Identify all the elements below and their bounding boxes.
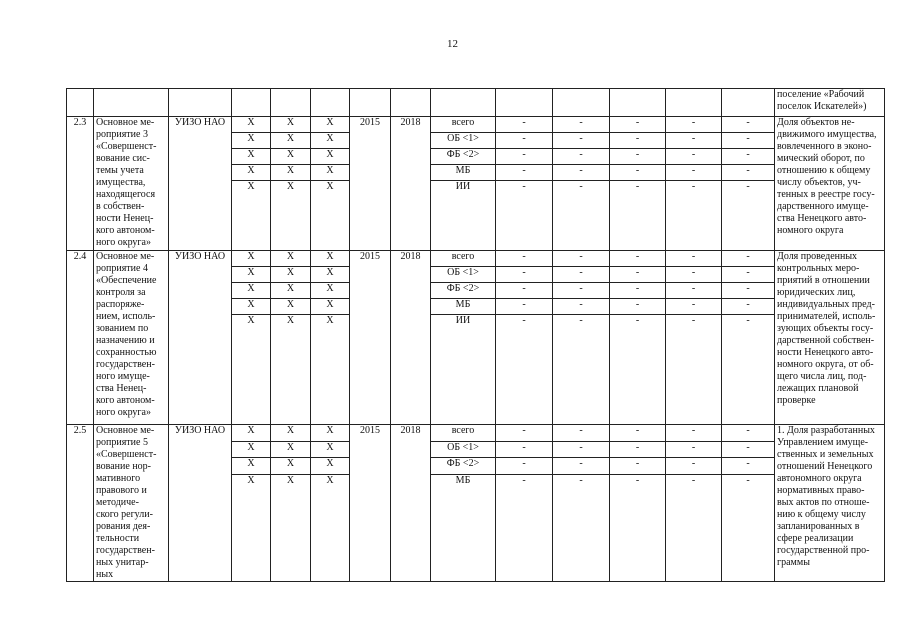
funding-value: - — [496, 474, 553, 581]
x-marker: Х — [311, 149, 350, 165]
x-marker: Х — [271, 165, 311, 181]
start-year: 2015 — [350, 251, 391, 425]
funding-value: - — [553, 315, 610, 425]
section-row — [67, 117, 885, 133]
x-marker: Х — [311, 117, 350, 133]
funding-value: - — [553, 149, 610, 165]
empty-cell — [350, 89, 391, 117]
funding-value: - — [553, 117, 610, 133]
funding-value: - — [610, 441, 666, 458]
x-marker: Х — [232, 165, 271, 181]
funding-value: - — [722, 181, 775, 251]
page-number: 12 — [447, 38, 458, 50]
x-marker: Х — [311, 425, 350, 442]
funding-source: ОБ <1> — [431, 441, 496, 458]
section-number: 2.4 — [67, 251, 94, 425]
end-year: 2018 — [391, 117, 431, 251]
x-marker: Х — [271, 283, 311, 299]
measure-name: Основное ме- роприятие 5 «Совершенст- вование нор- мативного правового и методиче- ского регули- рования дея- тельности государствен- ных унитар- ных — [94, 425, 169, 582]
funding-value: - — [722, 267, 775, 283]
funding-value: - — [496, 458, 553, 475]
funding-value: - — [553, 299, 610, 315]
funding-value: - — [610, 165, 666, 181]
funding-value: - — [553, 181, 610, 251]
x-marker: Х — [232, 181, 271, 251]
funding-value: - — [666, 251, 722, 267]
funding-value: - — [722, 315, 775, 425]
x-marker: Х — [311, 299, 350, 315]
funding-source: ОБ <1> — [431, 133, 496, 149]
x-marker: Х — [271, 181, 311, 251]
funding-value: - — [553, 425, 610, 442]
result-indicator: 1. Доля разработанных Управлением имуще- ственных и земельных отношений Ненецкого автономного округа нормативных право- вых актов по отноше- нию к общему числу запланированных в сфере реализации государственной про- граммы — [775, 425, 885, 582]
funding-value: - — [496, 149, 553, 165]
x-marker: Х — [271, 251, 311, 267]
empty-cell — [232, 89, 271, 117]
funding-value: - — [722, 251, 775, 267]
funding-value: - — [722, 165, 775, 181]
program-table — [66, 88, 885, 582]
empty-cell — [553, 89, 610, 117]
x-marker: Х — [271, 458, 311, 475]
x-marker: Х — [311, 251, 350, 267]
funding-value: - — [553, 267, 610, 283]
empty-cell — [666, 89, 722, 117]
empty-cell — [271, 89, 311, 117]
continuation-row — [67, 89, 885, 117]
funding-value: - — [496, 181, 553, 251]
x-marker: Х — [232, 299, 271, 315]
section-number: 2.3 — [67, 117, 94, 251]
funding-value: - — [496, 441, 553, 458]
funding-source: ФБ <2> — [431, 283, 496, 299]
empty-cell — [311, 89, 350, 117]
funding-value: - — [610, 149, 666, 165]
x-marker: Х — [232, 133, 271, 149]
funding-value: - — [722, 458, 775, 475]
funding-value: - — [496, 315, 553, 425]
x-marker: Х — [271, 133, 311, 149]
funding-value: - — [722, 133, 775, 149]
funding-source: всего — [431, 425, 496, 442]
x-marker: Х — [311, 283, 350, 299]
funding-value: - — [610, 267, 666, 283]
funding-source: ОБ <1> — [431, 267, 496, 283]
funding-value: - — [666, 315, 722, 425]
funding-value: - — [610, 299, 666, 315]
funding-value: - — [496, 425, 553, 442]
funding-source: ИИ — [431, 181, 496, 251]
funding-value: - — [610, 181, 666, 251]
executor: УИЗО НАО — [169, 117, 232, 251]
result-text-continuation: поселение «Рабочий поселок Искателей») — [775, 89, 885, 117]
section-row — [67, 251, 885, 267]
empty-cell — [391, 89, 431, 117]
funding-value: - — [553, 441, 610, 458]
section-number: 2.5 — [67, 425, 94, 582]
funding-value: - — [496, 283, 553, 299]
funding-value: - — [722, 474, 775, 581]
x-marker: Х — [232, 267, 271, 283]
x-marker: Х — [232, 149, 271, 165]
x-marker: Х — [271, 315, 311, 425]
x-marker: Х — [232, 315, 271, 425]
end-year: 2018 — [391, 425, 431, 582]
executor: УИЗО НАО — [169, 425, 232, 582]
funding-source: ФБ <2> — [431, 149, 496, 165]
funding-value: - — [722, 425, 775, 442]
funding-value: - — [553, 165, 610, 181]
x-marker: Х — [311, 133, 350, 149]
x-marker: Х — [232, 441, 271, 458]
result-indicator: Доля объектов не- движимого имущества, вовлеченного в эконо- мический оборот, по отношению к общему числу объектов, уч- тенных в реестре госу- дарственного имуще- ства Ненецкого авто- номного округа — [775, 117, 885, 251]
funding-value: - — [610, 458, 666, 475]
x-marker: Х — [311, 181, 350, 251]
funding-value: - — [553, 133, 610, 149]
funding-value: - — [610, 283, 666, 299]
x-marker: Х — [311, 474, 350, 581]
funding-value: - — [610, 251, 666, 267]
funding-value: - — [666, 149, 722, 165]
x-marker: Х — [311, 315, 350, 425]
start-year: 2015 — [350, 425, 391, 582]
x-marker: Х — [271, 149, 311, 165]
x-marker: Х — [311, 165, 350, 181]
funding-value: - — [496, 267, 553, 283]
funding-source: МБ — [431, 165, 496, 181]
funding-value: - — [496, 299, 553, 315]
empty-cell — [431, 89, 496, 117]
funding-value: - — [666, 181, 722, 251]
empty-cell — [610, 89, 666, 117]
funding-value: - — [666, 299, 722, 315]
funding-value: - — [666, 458, 722, 475]
x-marker: Х — [271, 425, 311, 442]
funding-source: ИИ — [431, 315, 496, 425]
funding-value: - — [610, 117, 666, 133]
empty-cell — [94, 89, 169, 117]
funding-value: - — [610, 425, 666, 442]
empty-cell — [67, 89, 94, 117]
funding-value: - — [666, 117, 722, 133]
x-marker: Х — [232, 458, 271, 475]
funding-value: - — [496, 165, 553, 181]
x-marker: Х — [232, 425, 271, 442]
executor: УИЗО НАО — [169, 251, 232, 425]
x-marker: Х — [232, 283, 271, 299]
funding-value: - — [496, 117, 553, 133]
funding-value: - — [496, 251, 553, 267]
empty-cell — [169, 89, 232, 117]
funding-source: всего — [431, 117, 496, 133]
x-marker: Х — [232, 117, 271, 133]
funding-source: всего — [431, 251, 496, 267]
funding-value: - — [496, 133, 553, 149]
funding-value: - — [610, 315, 666, 425]
funding-value: - — [666, 474, 722, 581]
x-marker: Х — [311, 441, 350, 458]
funding-value: - — [666, 441, 722, 458]
x-marker: Х — [232, 251, 271, 267]
empty-cell — [722, 89, 775, 117]
x-marker: Х — [271, 299, 311, 315]
funding-source: ФБ <2> — [431, 458, 496, 475]
funding-value: - — [666, 267, 722, 283]
funding-value: - — [666, 283, 722, 299]
funding-source: МБ — [431, 299, 496, 315]
funding-value: - — [553, 251, 610, 267]
funding-value: - — [610, 133, 666, 149]
funding-value: - — [553, 458, 610, 475]
funding-value: - — [722, 441, 775, 458]
x-marker: Х — [232, 474, 271, 581]
empty-cell — [496, 89, 553, 117]
funding-value: - — [553, 474, 610, 581]
section-row — [67, 425, 885, 442]
x-marker: Х — [311, 458, 350, 475]
x-marker: Х — [271, 267, 311, 283]
measure-name: Основное ме- роприятие 4 «Обеспечение контроля за распоряже- нием, исполь- зованием по назначению и сохранностью государствен- ного имуще- ства Ненец- кого автоном- ного округа» — [94, 251, 169, 425]
funding-value: - — [722, 117, 775, 133]
start-year: 2015 — [350, 117, 391, 251]
x-marker: Х — [271, 474, 311, 581]
funding-value: - — [666, 425, 722, 442]
funding-value: - — [722, 149, 775, 165]
end-year: 2018 — [391, 251, 431, 425]
funding-value: - — [553, 283, 610, 299]
x-marker: Х — [271, 117, 311, 133]
funding-source: МБ — [431, 474, 496, 581]
funding-value: - — [610, 474, 666, 581]
x-marker: Х — [311, 267, 350, 283]
funding-value: - — [666, 165, 722, 181]
funding-value: - — [722, 299, 775, 315]
funding-value: - — [666, 133, 722, 149]
funding-value: - — [722, 283, 775, 299]
measure-name: Основное ме- роприятие 3 «Совершенст- вование сис- темы учета имущества, находящегося в собствен- ности Ненец- кого автоном- ного округа» — [94, 117, 169, 251]
result-indicator: Доля проведенных контрольных меро- приятий в отношении юридических лиц, индивидуальных пред- принимателей, исполь- зующих объекты госу- дарственной собствен- ности Ненецкого авто- номного округа, от об- щего числа лиц, под- лежащих плановой проверке — [775, 251, 885, 425]
x-marker: Х — [271, 441, 311, 458]
